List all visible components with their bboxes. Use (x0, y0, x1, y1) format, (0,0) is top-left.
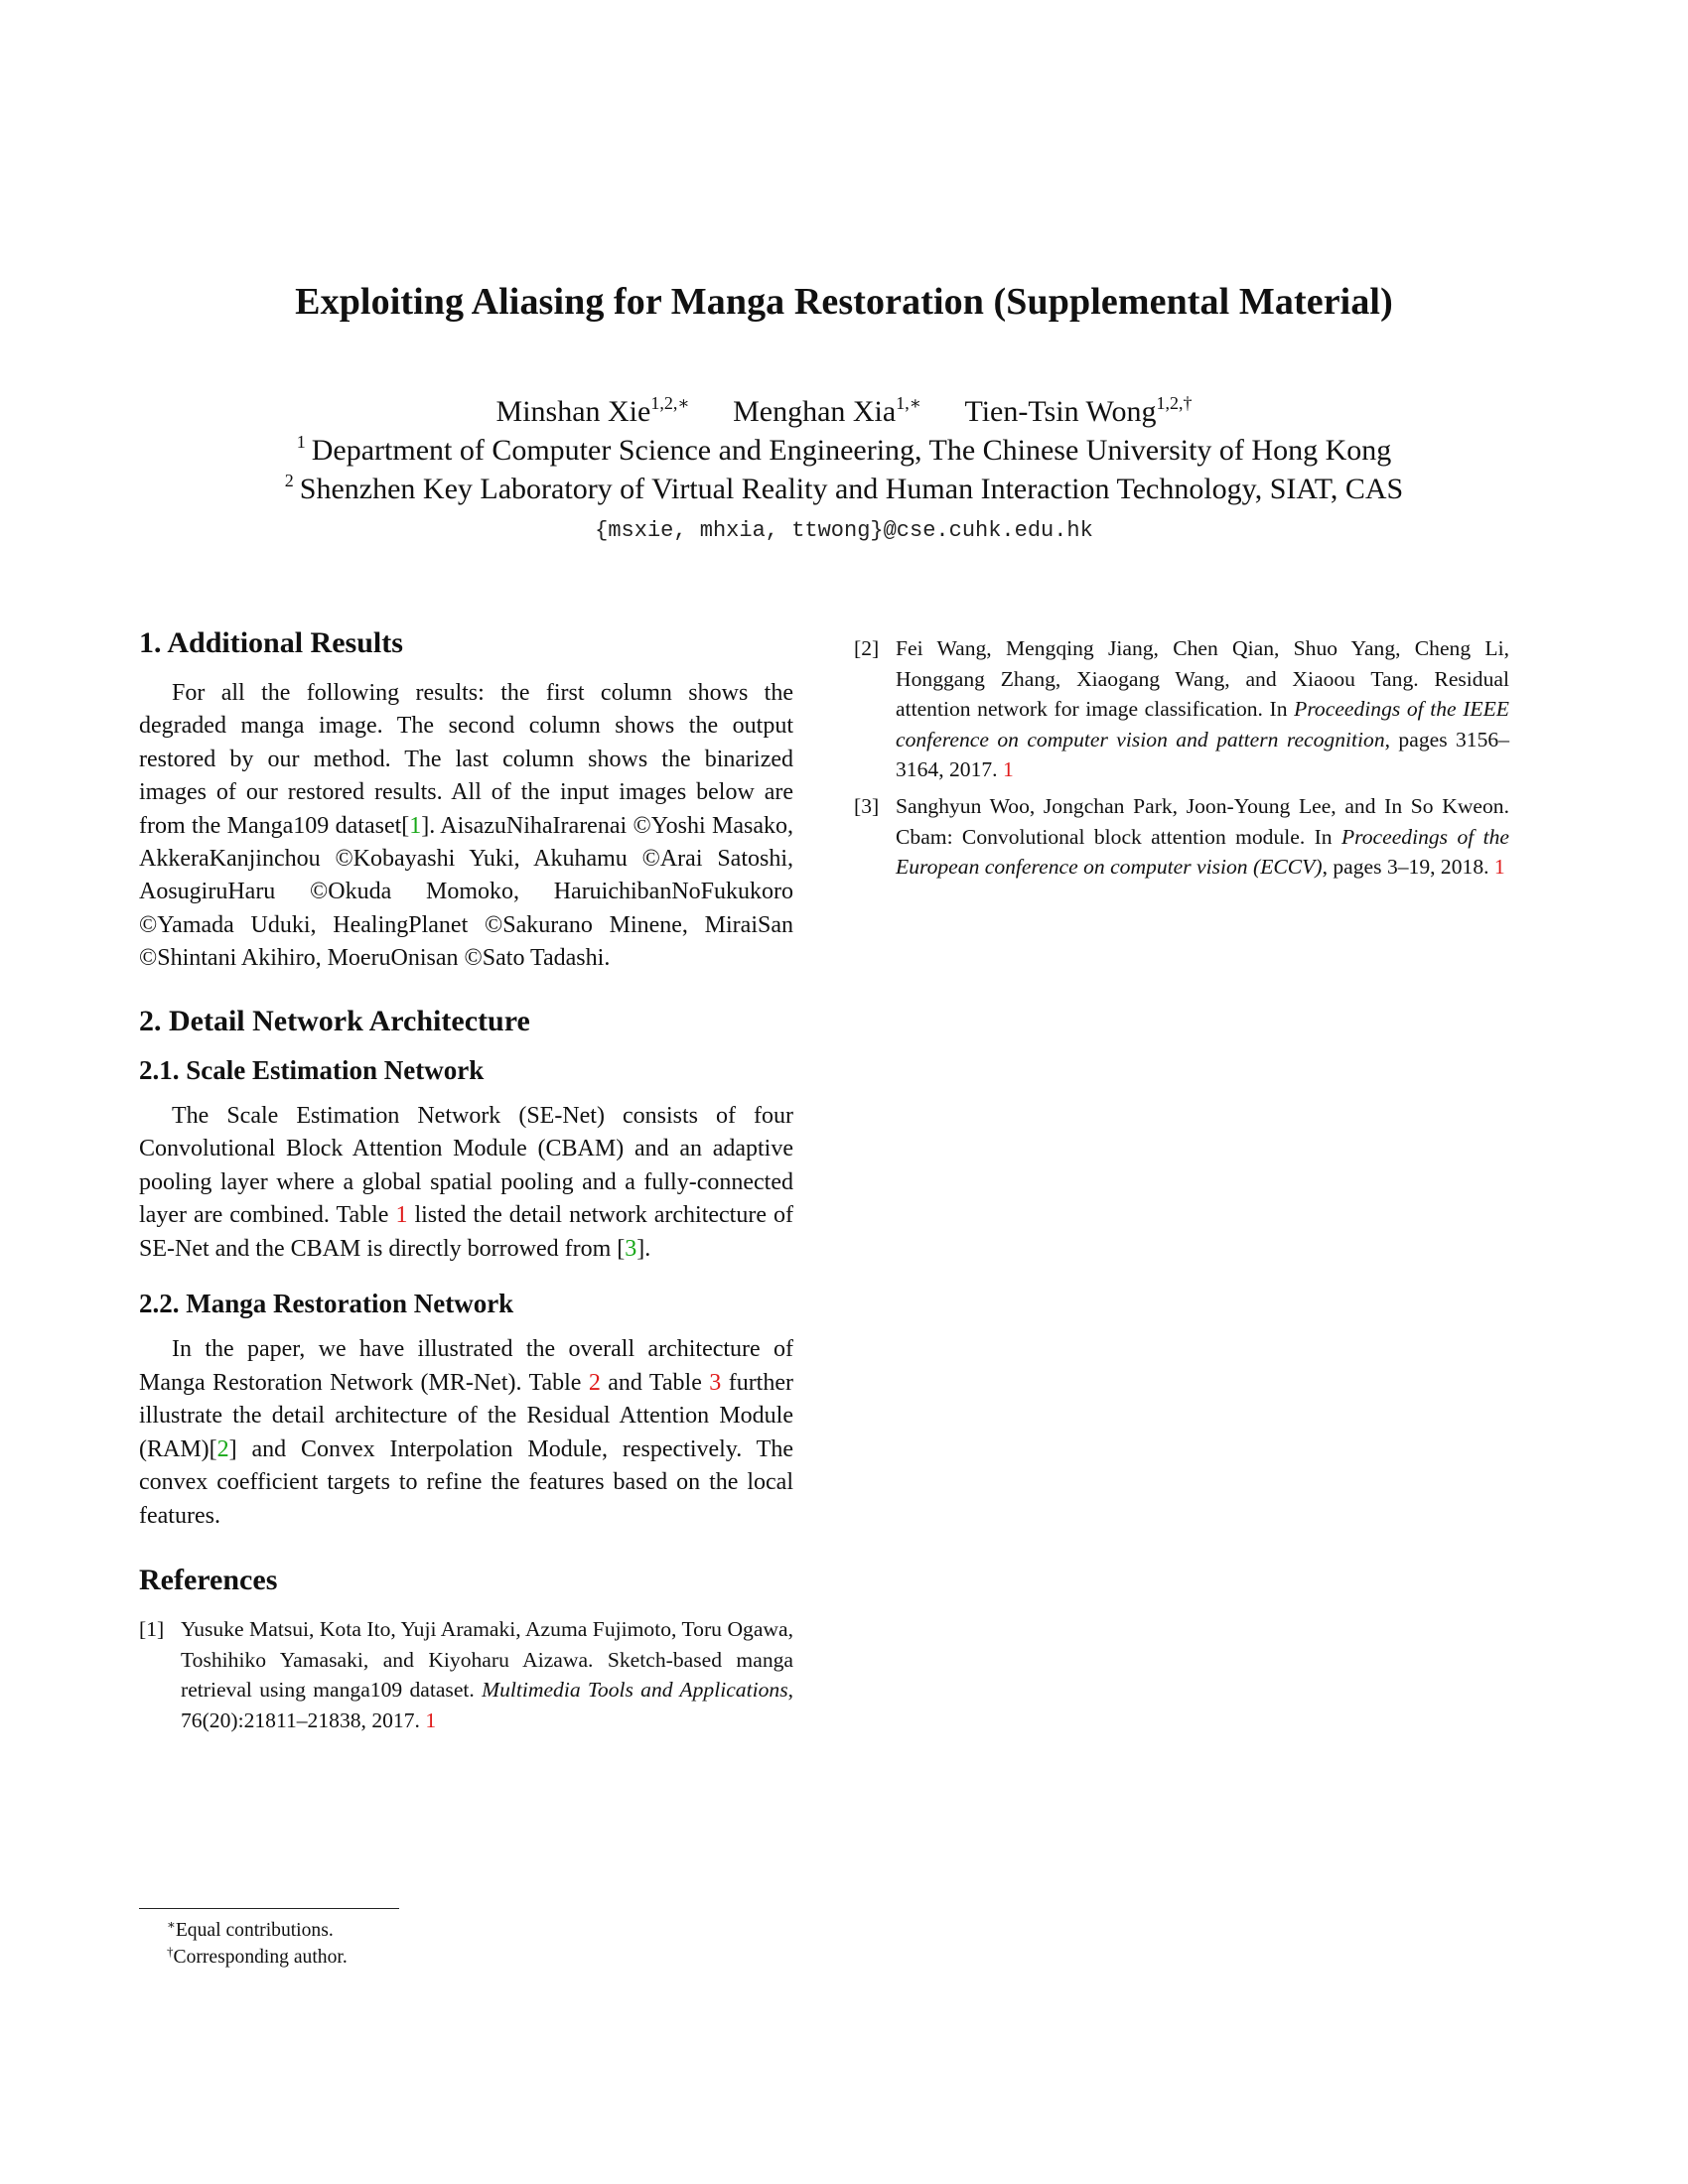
reference-item (854, 791, 1509, 883)
paragraph-text: ] and Convex Interpolation Module, respectively. The convex coefficient targets to refine the features based on the local features. (139, 1435, 793, 1529)
right-column (854, 633, 1509, 883)
paragraph-text: ]. (636, 1235, 651, 1262)
reference-text: , pages 3156–3164, 2017. (896, 727, 1509, 782)
affiliation-2 (0, 473, 1688, 506)
section-heading-detail-network: 2. Detail Network Architecture (139, 1004, 530, 1037)
author-marks: 1,∗ (896, 393, 921, 413)
table-link[interactable]: 2 (588, 1369, 601, 1396)
additional-results-paragraph (139, 677, 793, 976)
author-1 (496, 395, 690, 428)
reference-venue: Proceedings of the European conference on computer vision (ECCV) (896, 824, 1509, 880)
paper-title: Exploiting Aliasing for Manga Restoration (Supplemental Material) (295, 281, 1393, 323)
footnote-divider (139, 1908, 399, 1909)
author-marks: 1,2,† (1156, 393, 1193, 413)
affiliation-text: Department of Computer Science and Engineering, The Chinese University of Hong Kong (311, 434, 1392, 467)
scale-estimation-paragraph (139, 1100, 793, 1266)
section-heading-references: References (139, 1563, 278, 1596)
author-name: Minshan Xie (495, 395, 651, 428)
footnote-corresponding-author (167, 1944, 348, 1969)
footnote-equal-contribution (167, 1917, 334, 1942)
footnote-text: Equal contributions. (175, 1920, 334, 1941)
affiliation-mark: 2 (284, 471, 294, 490)
paragraph-text: and Table (600, 1369, 710, 1396)
footnote-mark: ∗ (167, 1917, 176, 1932)
author-list (0, 395, 1688, 429)
reference-number: [1] (139, 1616, 165, 1641)
author-2 (733, 395, 921, 428)
affiliation-1 (0, 434, 1688, 468)
reference-text: , pages 3–19, 2018. (1322, 855, 1494, 880)
subsection-heading-manga-restoration: 2.2. Manga Restoration Network (139, 1289, 514, 1319)
affiliation-text: Shenzhen Key Laboratory of Virtual Reality and Human Interaction Technology, SIAT, CAS (299, 473, 1404, 505)
reference-text: Yusuke Matsui, Kota Ito, Yuji Aramaki, Azuma Fujimoto, Toru Ogawa, Toshihiko Yamasaki, and Kiyoharu Aizawa. Sketch-based manga retrieval using manga109 dataset. (181, 1616, 793, 1703)
reference-text: Fei Wang, Mengqing Jiang, Chen Qian, Shuo Yang, Cheng Li, Honggang Zhang, Xiaogang Wang, and Xiaoou Tang. Residual attention network for image classification. In (896, 636, 1509, 722)
citation-link[interactable]: 1 (409, 812, 422, 839)
paragraph-text: In the paper, we have illustrated the overall architecture of Manga Restoration Network (MR-Net). Table (139, 1336, 793, 1396)
reference-venue: Proceedings of the IEEE conference on computer vision and pattern recognition (896, 697, 1509, 751)
reference-item (139, 1614, 793, 1735)
footnote-text: Corresponding author. (173, 1947, 348, 1968)
author-name: Tien-Tsin Wong (964, 395, 1157, 428)
manga-restoration-paragraph (139, 1333, 793, 1532)
reference-number: [2] (854, 636, 880, 660)
back-reference-link[interactable]: 1 (1493, 855, 1505, 880)
paragraph-text: further illustrate the detail architecture of the Residual Attention Module (RAM)[ (139, 1369, 793, 1462)
paragraph-text: The Scale Estimation Network (SE-Net) consists of four Convolutional Block Attention Module (CBAM) and an adaptive pooling layer where a global spatial pooling and a fully-connected layer are combined. Table (139, 1103, 793, 1229)
paragraph-text: listed the detail network architecture of SE-Net and the CBAM is directly borrowed from [ (139, 1202, 793, 1262)
citation-link[interactable]: 3 (625, 1235, 637, 1262)
reference-text: Sanghyun Woo, Jongchan Park, Joon-Young Lee, and In So Kweon. Cbam: Convolutional block attention module. In (896, 793, 1509, 849)
author-name: Menghan Xia (733, 395, 897, 428)
section-heading-additional-results: 1. Additional Results (139, 626, 403, 659)
reference-item (854, 633, 1509, 785)
reference-venue: Multimedia Tools and Applications (482, 1678, 788, 1703)
author-marks: 1,2,∗ (650, 393, 690, 413)
table-link[interactable]: 3 (709, 1369, 722, 1396)
back-reference-link[interactable]: 1 (1002, 757, 1014, 782)
reference-text: , 76(20):21811–21838, 2017. (181, 1678, 794, 1732)
author-emails: {msxie, mhxia, ttwong}@cse.cuhk.edu.hk (595, 518, 1093, 543)
paragraph-text: ]. AisazuNihaIrarenai ©Yoshi Masako, AkkeraKanjinchou ©Kobayashi Yuki, Akuhamu ©Arai Satoshi, AosugiruHaru ©Okuda Momoko, HaruichibanNoFukukoro ©Yamada Uduki, HealingPlanet ©Sakurano Minene, MiraiSan ©Shintani Akihiro, MoeruOnisan ©Sato Tadashi. (139, 812, 793, 972)
subsection-heading-scale-estimation: 2.1. Scale Estimation Network (139, 1054, 485, 1085)
reference-number: [3] (854, 793, 880, 818)
footnote-mark: † (167, 1944, 174, 1959)
left-column (139, 625, 793, 1735)
author-3 (964, 395, 1192, 428)
paragraph-text: For all the following results: the first column shows the degraded manga image. The second column shows the output restored by our method. The last column shows the binarized images of our restored results. All of the input images below are from the Manga109 dataset[ (139, 680, 793, 839)
back-reference-link[interactable]: 1 (425, 1707, 437, 1732)
affiliation-mark: 1 (296, 432, 306, 452)
citation-link[interactable]: 2 (216, 1435, 229, 1462)
table-link[interactable]: 1 (395, 1202, 408, 1229)
